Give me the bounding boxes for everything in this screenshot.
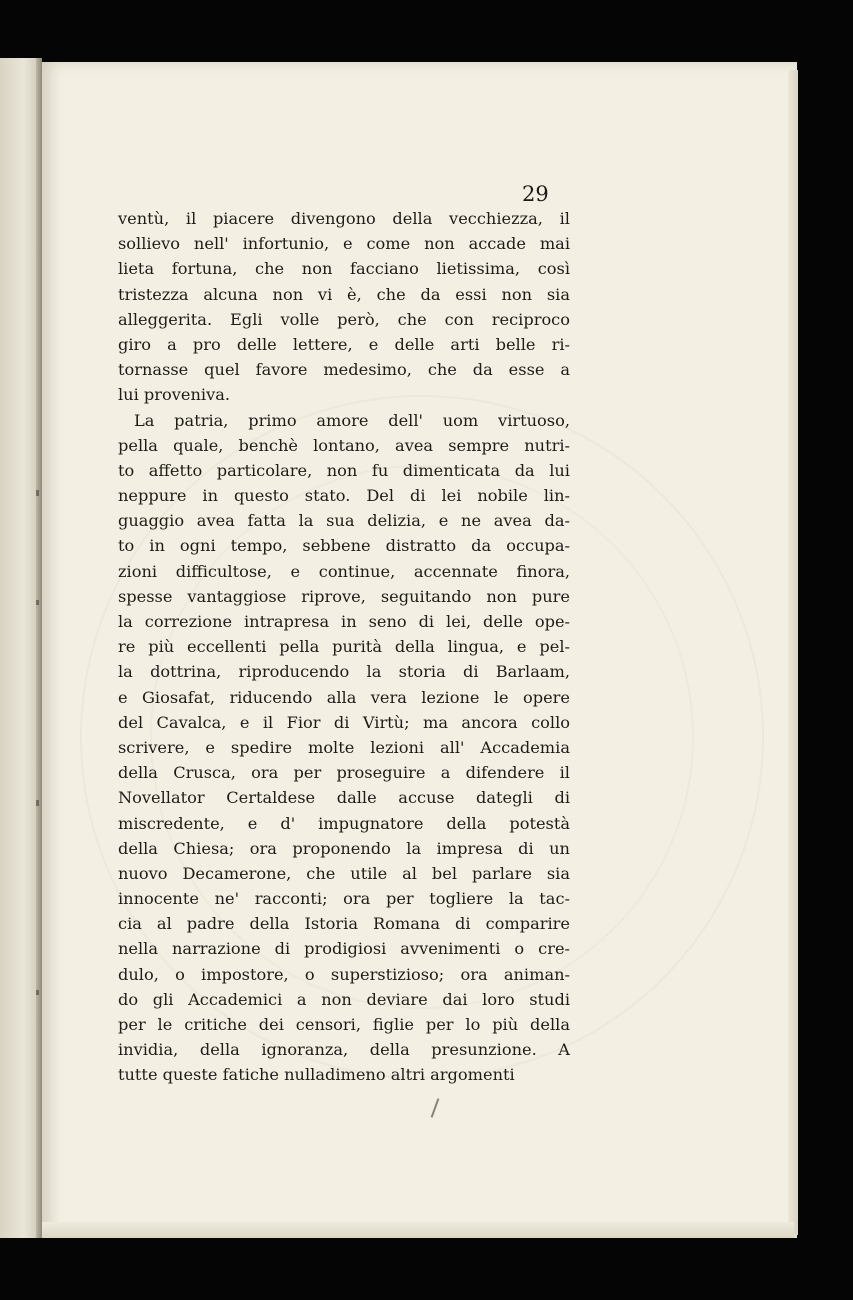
facing-page-edge <box>0 58 40 1238</box>
text-line: tristezza alcuna non vi è, che da essi non sia <box>118 284 570 304</box>
text-line: e Giosafat, riducendo alla vera lezione le opere <box>118 687 570 707</box>
text-line: la dottrina, riproducendo la storia di Barlaam, <box>118 662 570 682</box>
text-line: innocente ne' racconti; ora per togliere la tac- <box>118 889 570 909</box>
text-line: to affetto particolare, non fu dimenticata da lui <box>118 460 570 480</box>
text-line: per le critiche dei censori, figlie per lo più della <box>118 1015 570 1034</box>
text-line: La patria, primo amore dell' uom virtuoso, <box>134 410 570 430</box>
text-line: lieta fortuna, che non facciano lietissima, così <box>118 259 570 279</box>
text-line: dulo, o impostore, o superstizioso; ora animan- <box>118 964 570 984</box>
text-line: sollievo nell' infortunio, e come non accade mai <box>118 234 570 254</box>
text-line: della Chiesa; ora proponendo la impresa di un <box>118 838 570 858</box>
text-line: cia al padre della Istoria Romana di comparire <box>118 914 570 934</box>
text-line: Novellator Certaldese dalle accuse dategli di <box>118 788 570 808</box>
text-line: la correzione intrapresa in seno di lei, delle ope- <box>118 612 570 631</box>
text-line: scrivere, e spedire molte lezioni all' Accademia <box>118 737 570 757</box>
gutter-mark <box>36 990 39 995</box>
text-line: spesse vantaggiose riprove, seguitando non pure <box>118 586 570 606</box>
text-line: tutte queste fatiche nulladimeno altri argomenti <box>118 1065 515 1085</box>
gutter-mark <box>36 800 39 806</box>
text-line: ventù, il piacere divengono della vecchiezza, il <box>118 209 570 228</box>
text-line: re più eccellenti pella purità della lingua, e pel- <box>118 637 570 657</box>
page-number: 29 <box>522 182 549 206</box>
text-line: miscredente, e d' impugnatore della potestà <box>118 813 570 833</box>
text-line: nella narrazione di prodigiosi avvenimenti o cre- <box>118 939 570 959</box>
body-text <box>118 206 570 1088</box>
text-line: del Cavalca, e il Fior di Virtù; ma ancora collo <box>118 712 570 732</box>
gutter-mark <box>36 490 39 496</box>
text-line: alleggerita. Egli volle però, che con reciproco <box>118 309 570 329</box>
text-line: tornasse quel favore medesimo, che da esse a <box>118 360 570 380</box>
text-line: nuovo Decamerone, che utile al bel parlare sia <box>118 863 570 883</box>
text-line: do gli Accademici a non deviare dai loro studi <box>118 989 570 1009</box>
gutter-mark <box>36 600 39 605</box>
text-line: della Crusca, ora per proseguire a difendere il <box>118 763 570 783</box>
text-line: giro a pro delle lettere, e delle arti belle ri- <box>118 334 570 354</box>
text-line: lui proveniva. <box>118 385 231 405</box>
page-right-edge <box>788 70 798 1235</box>
text-line: guaggio avea fatta la sua delizia, e ne avea da- <box>118 511 570 531</box>
text-line: pella quale, benchè lontano, avea sempre nutri- <box>118 435 570 455</box>
text-line: to in ogni tempo, sebbene distratto da occupa- <box>118 536 570 556</box>
text-line: zioni difficultose, e continue, accennate finora, <box>118 561 570 581</box>
text-line: invidia, della ignoranza, della presunzione. A <box>118 1040 570 1060</box>
page-bottom-edge <box>42 1222 794 1238</box>
text-line: neppure in questo stato. Del di lei nobile lin- <box>118 486 570 506</box>
